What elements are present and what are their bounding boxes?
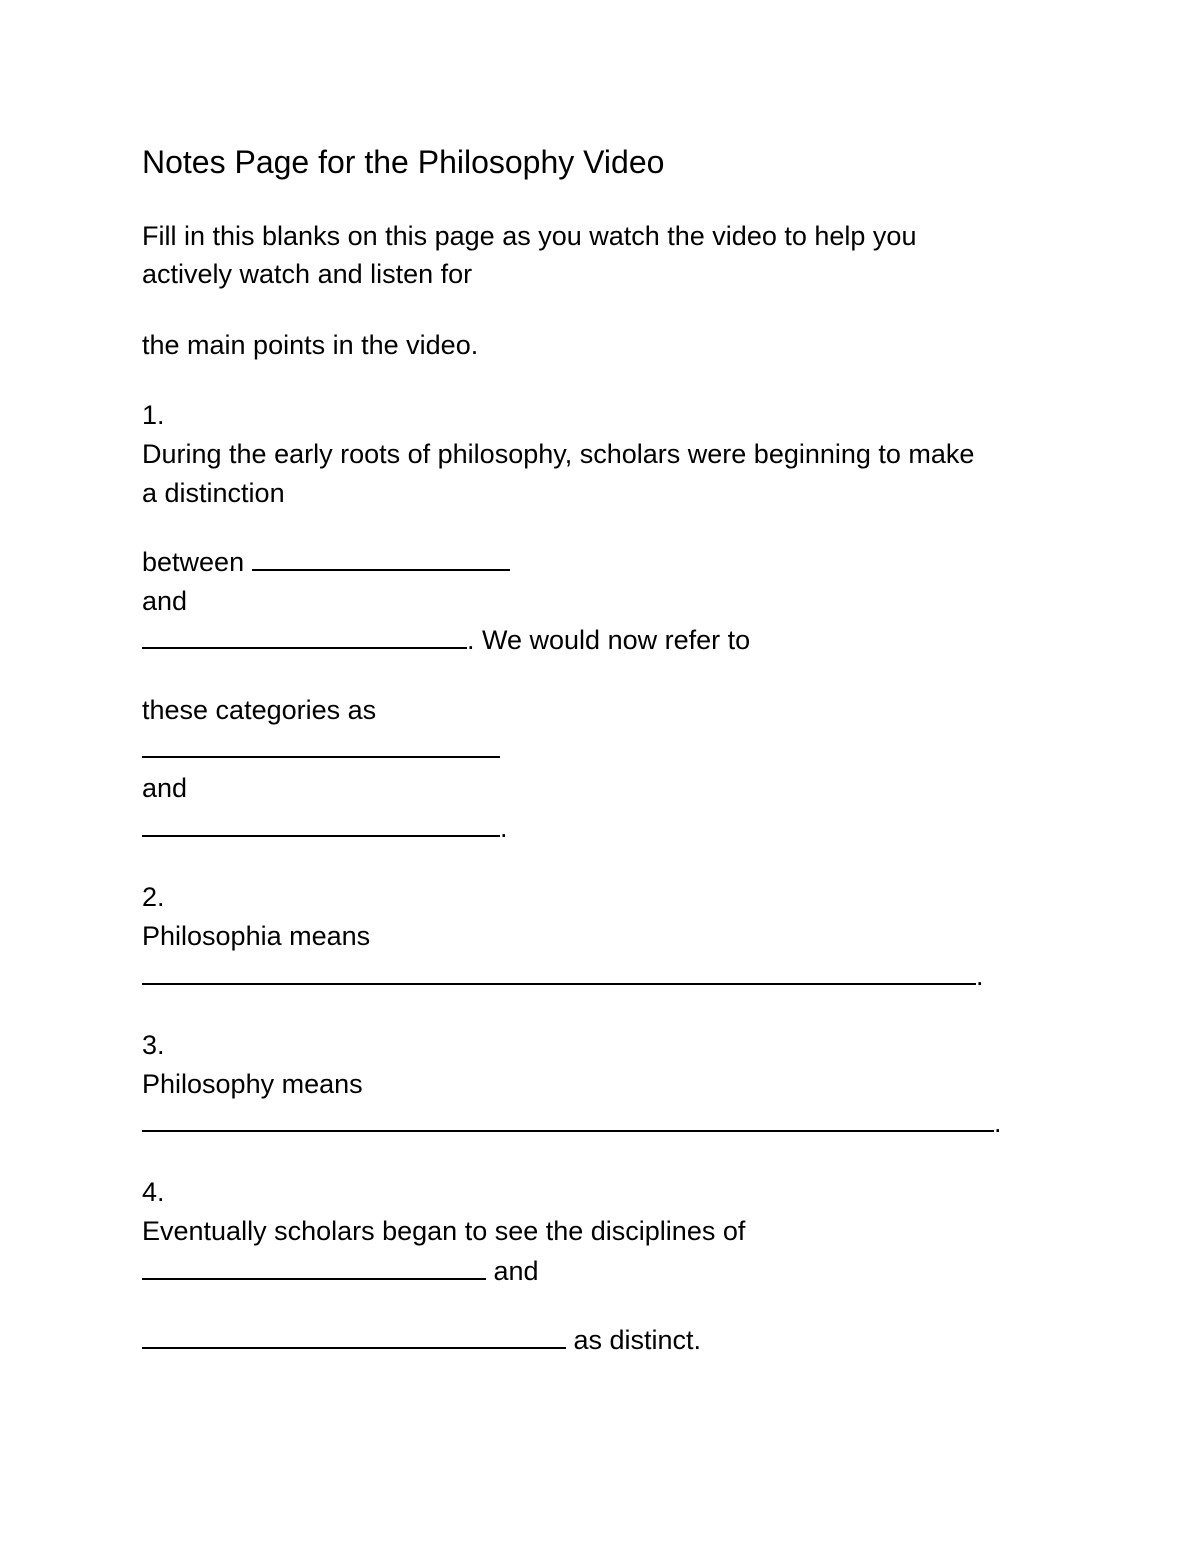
question-1-blank-3-row <box>142 732 500 766</box>
question-4-blank-row-2 <box>142 1323 701 1357</box>
question-1-and-label-2: and <box>142 773 188 803</box>
question-3-text: Philosophy means <box>142 1069 363 1099</box>
as-distinct-label: as distinct. <box>566 1325 702 1355</box>
question-2-number: 2. <box>142 882 165 912</box>
blank-7[interactable] <box>142 1254 486 1280</box>
question-2-blank-row <box>142 959 984 993</box>
question-1-text-line-2: a distinction <box>142 478 285 508</box>
question-1-refer-row <box>142 623 750 657</box>
period: . <box>994 1108 1002 1138</box>
blank-4[interactable] <box>142 811 500 837</box>
and-label: and <box>486 1256 539 1286</box>
question-3-blank-row <box>142 1106 1002 1140</box>
intro-line-2: actively watch and listen for <box>142 259 473 289</box>
refer-label: . We would now refer to <box>467 625 751 655</box>
question-1-categories-label: these categories as <box>142 695 377 725</box>
question-4-text: Eventually scholars began to see the disciplines of <box>142 1216 746 1246</box>
blank-3[interactable] <box>142 732 500 758</box>
page-title: Notes Page for the Philosophy Video <box>142 144 665 180</box>
question-1-between-row <box>142 545 510 579</box>
period: . <box>976 961 984 991</box>
question-4-number: 4. <box>142 1177 165 1207</box>
question-1-number: 1. <box>142 400 165 430</box>
question-1-and-label-1: and <box>142 586 188 616</box>
period: . <box>500 813 508 843</box>
blank-6[interactable] <box>142 1106 994 1132</box>
question-1-blank-4-row <box>142 811 508 845</box>
blank-8[interactable] <box>142 1323 566 1349</box>
question-4-blank-row-1 <box>142 1254 539 1288</box>
intro-line-1: Fill in this blanks on this page as you watch the video to help you <box>142 221 917 251</box>
blank-1[interactable] <box>252 545 510 571</box>
question-1-text-line-1: During the early roots of philosophy, scholars were beginning to make <box>142 439 975 469</box>
intro-line-3: the main points in the video. <box>142 330 479 360</box>
between-label: between <box>142 547 252 577</box>
question-2-text: Philosophia means <box>142 921 371 951</box>
question-3-number: 3. <box>142 1030 165 1060</box>
blank-2[interactable] <box>142 623 467 649</box>
blank-5[interactable] <box>142 959 976 985</box>
